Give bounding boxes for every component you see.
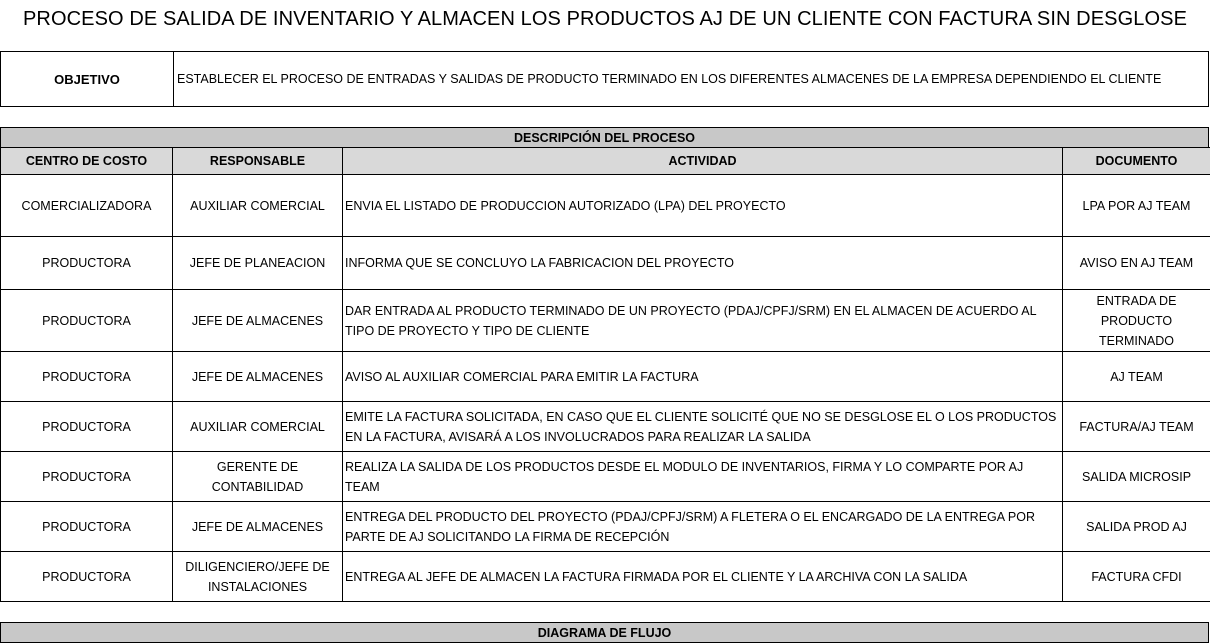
flow-diagram-header: DIAGRAMA DE FLUJO <box>0 622 1209 643</box>
responsible-cell: GERENTE DE CONTABILIDAD <box>173 452 343 502</box>
table-row <box>1 402 1210 452</box>
column-header-responsible: RESPONSABLE <box>173 148 343 175</box>
table-row <box>1 352 1210 402</box>
cost-center-cell: PRODUCTORA <box>1 552 173 602</box>
table-row <box>1 290 1210 352</box>
responsible-cell: JEFE DE PLANEACION <box>173 237 343 290</box>
activity-cell: INFORMA QUE SE CONCLUYO LA FABRICACION DEL PROYECTO <box>343 237 1063 290</box>
responsible-cell: DILIGENCIERO/JEFE DE INSTALACIONES <box>173 552 343 602</box>
table-header-row <box>1 148 1210 175</box>
responsible-cell: JEFE DE ALMACENES <box>173 502 343 552</box>
cost-center-cell: PRODUCTORA <box>1 352 173 402</box>
activity-cell: ENVIA EL LISTADO DE PRODUCCION AUTORIZADO (LPA) DEL PROYECTO <box>343 175 1063 237</box>
table-row <box>1 502 1210 552</box>
document-cell: FACTURA/AJ TEAM <box>1063 402 1210 452</box>
column-header-activity: ACTIVIDAD <box>343 148 1063 175</box>
table-row <box>1 237 1210 290</box>
responsible-cell: JEFE DE ALMACENES <box>173 352 343 402</box>
cost-center-cell: PRODUCTORA <box>1 502 173 552</box>
cost-center-cell: PRODUCTORA <box>1 290 173 352</box>
responsible-cell: JEFE DE ALMACENES <box>173 290 343 352</box>
document-cell: SALIDA PROD AJ <box>1063 502 1210 552</box>
objective-text: ESTABLECER EL PROCESO DE ENTRADAS Y SALIDAS DE PRODUCTO TERMINADO EN LOS DIFERENTES ALMACENES DE LA EMPRESA DEPENDIENDO EL CLIENTE <box>177 72 1162 86</box>
document-cell: AVISO EN AJ TEAM <box>1063 237 1210 290</box>
activity-cell: REALIZA LA SALIDA DE LOS PRODUCTOS DESDE EL MODULO DE INVENTARIOS, FIRMA Y LO COMPARTE POR AJ TEAM <box>343 452 1063 502</box>
cost-center-cell: PRODUCTORA <box>1 452 173 502</box>
responsible-cell: AUXILIAR COMERCIAL <box>173 402 343 452</box>
activity-cell: EMITE LA FACTURA SOLICITADA, EN CASO QUE EL CLIENTE SOLICITÉ QUE NO SE DESGLOSE EL O LOS PRODUCTOS EN LA FACTURA, AVISARÁ A LOS INVOLUCRADOS PARA REALIZAR LA SALIDA <box>343 402 1063 452</box>
cost-center-cell: COMERCIALIZADORA <box>1 175 173 237</box>
process-description-header: DESCRIPCIÓN DEL PROCESO <box>0 127 1209 148</box>
column-header-document: DOCUMENTO <box>1063 148 1210 175</box>
objective-row <box>0 51 1209 107</box>
column-header-cost-center: CENTRO DE COSTO <box>1 148 173 175</box>
activity-cell: ENTREGA AL JEFE DE ALMACEN LA FACTURA FIRMADA POR EL CLIENTE Y LA ARCHIVA CON LA SALIDA <box>343 552 1063 602</box>
table-row <box>1 175 1210 237</box>
document-cell: ENTRADA DE PRODUCTO TERMINADO <box>1063 290 1210 352</box>
document-cell: SALIDA MICROSIP <box>1063 452 1210 502</box>
document-cell: LPA POR AJ TEAM <box>1063 175 1210 237</box>
objective-label: OBJETIVO <box>1 52 174 106</box>
table-row <box>1 452 1210 502</box>
table-row <box>1 552 1210 602</box>
activity-cell: DAR ENTRADA AL PRODUCTO TERMINADO DE UN PROYECTO (PDAJ/CPFJ/SRM) EN EL ALMACEN DE ACUERDO AL TIPO DE PROYECTO Y TIPO DE CLIENTE <box>343 290 1063 352</box>
document-cell: AJ TEAM <box>1063 352 1210 402</box>
responsible-cell: AUXILIAR COMERCIAL <box>173 175 343 237</box>
page-title: PROCESO DE SALIDA DE INVENTARIO Y ALMACEN LOS PRODUCTOS AJ DE UN CLIENTE CON FACTURA SIN DESGLOSE <box>22 7 1188 30</box>
cost-center-cell: PRODUCTORA <box>1 402 173 452</box>
activity-cell: AVISO AL AUXILIAR COMERCIAL PARA EMITIR LA FACTURA <box>343 352 1063 402</box>
cost-center-cell: PRODUCTORA <box>1 237 173 290</box>
process-table <box>0 147 1210 602</box>
activity-cell: ENTREGA DEL PRODUCTO DEL PROYECTO (PDAJ/CPFJ/SRM) A FLETERA O EL ENCARGADO DE LA ENTREGA POR PARTE DE AJ SOLICITANDO LA FIRMA DE RECEPCIÓN <box>343 502 1063 552</box>
document-cell: FACTURA CFDI <box>1063 552 1210 602</box>
